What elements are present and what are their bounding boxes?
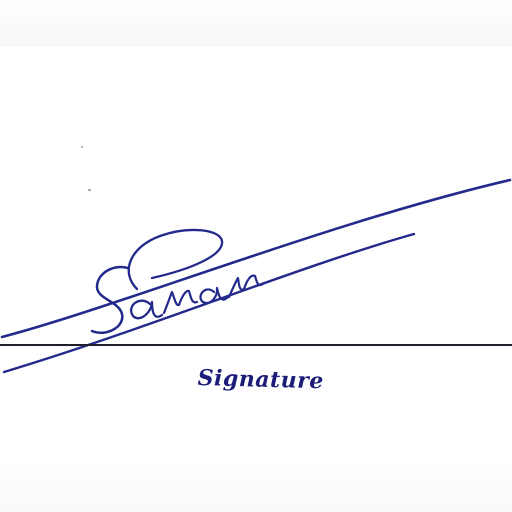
signature-underline-stroke [2,180,510,337]
signature-letter-a [131,301,162,319]
signature-label: Signature [197,365,325,395]
signature-loop-stroke [129,230,222,289]
signature-line [0,344,512,346]
